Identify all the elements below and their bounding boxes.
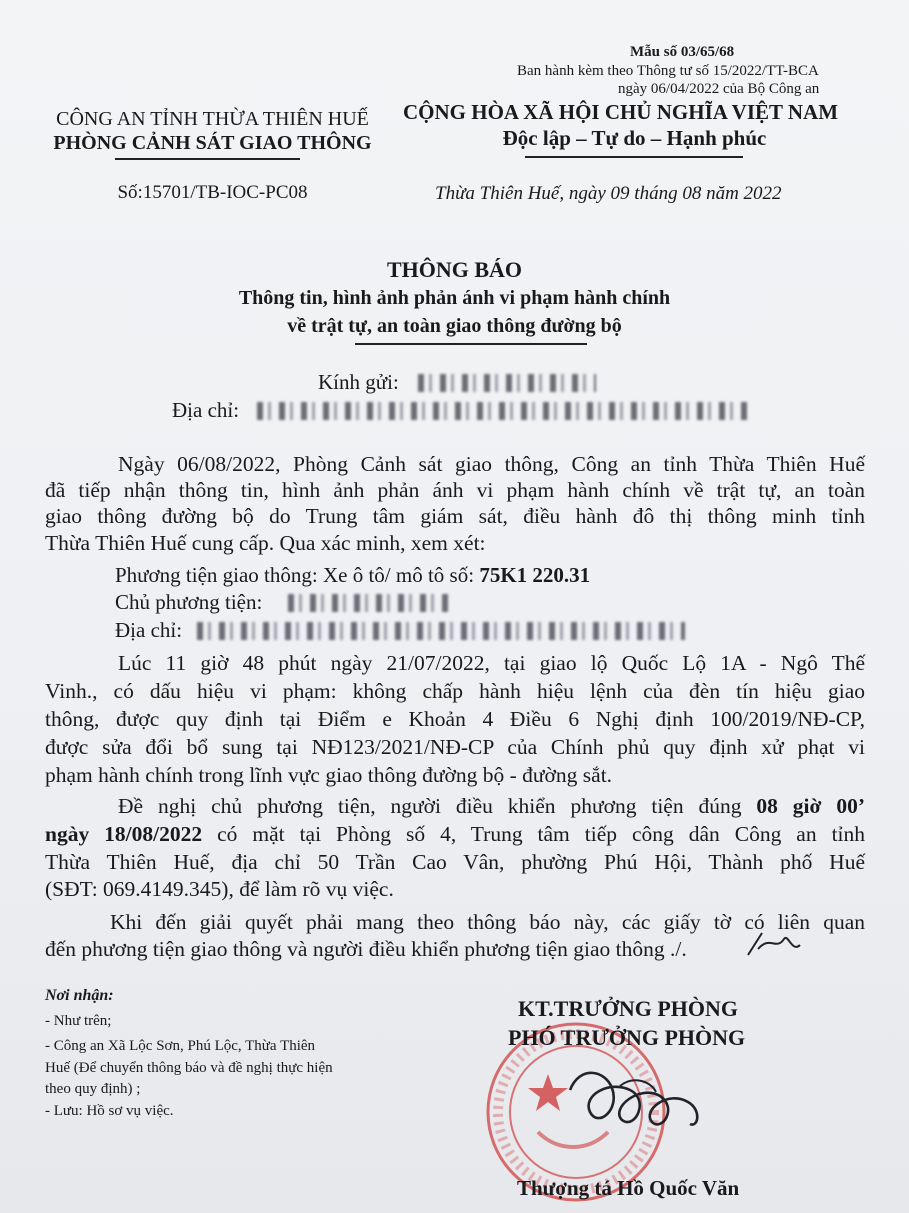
redacted-owner-name (288, 594, 453, 612)
paragraph-4-line-2: đến phương tiện giao thông và người điều khiển phương tiện giao thông ./. (45, 937, 687, 961)
vehicle-plate: 75K1 220.31 (479, 563, 591, 587)
appointment-date: ngày 18/08/2022 (45, 822, 203, 846)
owner-address-label: Địa chỉ: (115, 618, 183, 642)
paragraph-2-line-2: Vinh., có dấu hiệu vi phạm: không chấp hành hiệu lệnh của đèn tín hiệu giao (45, 679, 865, 703)
paragraph-2-line-5: phạm hành chính trong lĩnh vực giao thông đường bộ - đường sắt. (45, 763, 613, 787)
form-issued-line1: Ban hành kèm theo Thông tư số 15/2022/TT-BCA (517, 63, 819, 79)
paragraph-4-line-1: Khi đến giải quyết phải mang theo thông báo này, các giấy tờ có liên quan (110, 910, 865, 934)
vehicle-info (115, 563, 590, 588)
document-title: THÔNG BÁO (386, 257, 523, 282)
date-place: Thừa Thiên Huế, ngày 09 tháng 08 năm 2022 (435, 183, 782, 204)
paragraph-2-line-3: thông, được quy định tại Điểm e Khoản 4 Điều 6 Nghị định 100/2019/NĐ-CP, (45, 707, 865, 731)
paragraph-3-line-2 (45, 822, 865, 847)
title-underline (355, 343, 587, 345)
recipient-2b: Huế (Để chuyển thông báo và đề nghị thực hiện (45, 1060, 333, 1076)
signer-name: Thượng tá Hồ Quốc Văn (517, 1176, 740, 1200)
reference-number: Số:15701/TB-IOC-PC08 (117, 182, 308, 203)
recipient-2a: - Công an Xã Lộc Sơn, Phú Lộc, Thừa Thiên (45, 1038, 316, 1054)
document-subtitle-2: về trật tự, an toàn giao thông đường bộ (287, 315, 622, 337)
paragraph-1-line-2: đã tiếp nhận thông tin, hình ảnh phản ánh vi phạm hành chính về trật tự, an toàn (45, 478, 865, 502)
form-number: Mẫu số 03/65/68 (630, 44, 735, 60)
handwritten-signature-icon (560, 1050, 730, 1140)
paragraph-3-line-2-text: có mặt tại Phòng số 4, Trung tâm tiếp công dân Công an tỉnh (202, 822, 866, 846)
addressee-label: Kính gửi: (318, 370, 399, 394)
paragraph-1-line-4: Thừa Thiên Huế cung cấp. Qua xác minh, xem xét: (45, 531, 486, 555)
motto-underline (525, 156, 743, 158)
paragraph-3-line-1-text: Đề nghị chủ phương tiện, người điều khiển phương tiện đúng (118, 794, 757, 818)
owner-label: Chủ phương tiện: (115, 590, 263, 614)
paragraph-3-line-1 (118, 794, 865, 819)
addressee-address-label: Địa chỉ: (172, 398, 240, 422)
form-issued-line2: ngày 06/04/2022 của Bộ Công an (618, 81, 820, 97)
redacted-owner-address (197, 622, 685, 640)
recipient-1: - Như trên; (45, 1013, 112, 1029)
redacted-addressee-address (257, 402, 752, 420)
agency-underline (115, 158, 300, 160)
paragraph-3-line-3: Thừa Thiên Huế, địa chỉ 50 Trần Cao Vân, phường Phú Hội, Thành phố Huế (45, 850, 865, 874)
signature-title-2: PHÓ TRƯỞNG PHÒNG (508, 1025, 746, 1050)
paragraph-1-line-1: Ngày 06/08/2022, Phòng Cảnh sát giao thông, Công an tỉnh Thừa Thiên Huế (118, 452, 865, 476)
signature-title-1: KT.TRƯỞNG PHÒNG (518, 996, 738, 1021)
paragraph-2-line-1: Lúc 11 giờ 48 phút ngày 21/07/2022, tại giao lộ Quốc Lộ 1A - Ngô Thế (118, 651, 865, 675)
national-motto: Độc lập – Tự do – Hạnh phúc (502, 126, 767, 150)
vehicle-label: Phương tiện giao thông: Xe ô tô/ mô tô số: (115, 563, 480, 587)
recipient-2c: theo quy định) ; (45, 1081, 141, 1097)
agency-name: CÔNG AN TỈNH THỪA THIÊN HUẾ (56, 108, 369, 130)
recipient-3: - Lưu: Hồ sơ vụ việc. (45, 1103, 174, 1119)
paragraph-3-line-4: (SĐT: 069.4149.345), để làm rõ vụ việc. (45, 877, 394, 901)
initials-mark-icon (740, 925, 810, 965)
national-title: CỘNG HÒA XÃ HỘI CHỦ NGHĨA VIỆT NAM (403, 100, 839, 124)
document-subtitle-1: Thông tin, hình ảnh phản ánh vi phạm hành chính (238, 287, 671, 309)
paragraph-2-line-4: được sửa đổi bổ sung tại NĐ123/2021/NĐ-CP của Chính phủ quy định xử phạt vi (45, 735, 865, 759)
paragraph-1-line-3: giao thông đường bộ do Trung tâm giám sát, điều hành đô thị thông minh tỉnh (45, 504, 865, 528)
redacted-addressee-name (418, 374, 596, 392)
agency-department: PHÒNG CẢNH SÁT GIAO THÔNG (53, 132, 372, 154)
recipients-title: Nơi nhận: (45, 987, 114, 1004)
appointment-time: 08 giờ 00’ (756, 794, 865, 818)
